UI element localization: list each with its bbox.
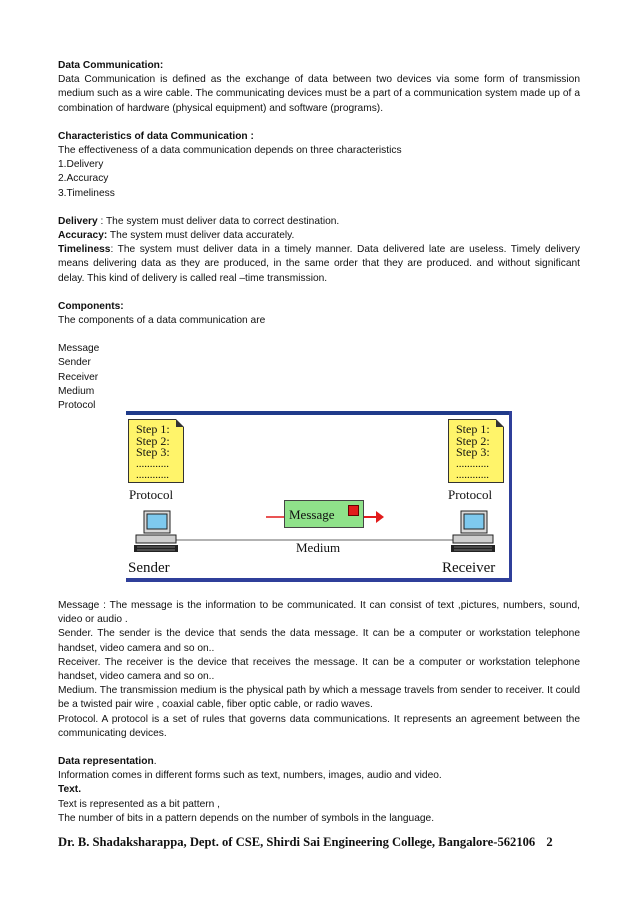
list-item: Message (58, 343, 100, 355)
text-accuracy: The system must deliver data accurately. (107, 230, 295, 242)
list-item: 2.Accuracy (58, 173, 109, 185)
computer-icon (132, 509, 182, 557)
text-line-2: The number of bits in a pattern depends on the number of symbols in the language. (58, 812, 435, 824)
message-box (284, 500, 364, 528)
dots-line: ............ (456, 457, 489, 470)
protocol-label-left: Protocol (129, 487, 174, 502)
description-protocol: Protocol. A protocol is a set of rules that governs data communications. It represents an agreement between the communicating devices. (58, 713, 580, 739)
term-timeliness: Timeliness (58, 244, 111, 256)
step-2-label: Step 2: (136, 433, 170, 448)
heading-data-representation (58, 755, 580, 769)
list-item: Medium (58, 385, 95, 397)
list-item: Protocol (58, 400, 96, 412)
text-delivery: : The system must deliver data to correct destination. (97, 215, 340, 227)
footer-text: Dr. B. Shadaksharappa, Dept. of CSE, Shirdi Sai Engineering College, Bangalore-562106 (58, 835, 536, 849)
dots-line: ............ (136, 457, 169, 470)
definition-delivery (58, 215, 580, 229)
definition-accuracy (58, 229, 580, 243)
protocol-label-right: Protocol (448, 487, 493, 502)
sender-label: Sender (128, 560, 170, 576)
message-label: Message (289, 507, 335, 522)
characteristics-list (58, 158, 580, 201)
paragraph-data-communication: Data Communication is defined as the exchange of data between two devices via some form of transmission medium such as a wire cable. The communicating devices must be a part of a communication system made up of a combination of hardware (physical equipment) and software (programs). (58, 74, 580, 114)
heading-components: Components: (58, 300, 124, 312)
dots-line: ............ (136, 468, 169, 481)
heading-data-communication: Data Communication: (58, 60, 164, 71)
list-item: Receiver (58, 371, 99, 383)
heading-text: Text. (58, 784, 82, 796)
step-3-label: Step 3: (136, 445, 170, 459)
list-item: Sender (58, 357, 91, 369)
page-number: 2 (546, 835, 553, 849)
components-list (58, 342, 580, 413)
page-footer (58, 835, 580, 850)
dots-line: ............ (456, 468, 489, 481)
term-accuracy: Accuracy: (58, 230, 108, 242)
receiver-label: Receiver (442, 560, 496, 576)
heading-characteristics: Characteristics of data Communication : (58, 130, 254, 142)
medium-label: Medium (296, 540, 341, 555)
representation-intro: Information comes in different forms such as text, numbers, images, audio and video. (58, 770, 442, 782)
step-3-label: Step 3: (456, 445, 490, 459)
text-line-1: Text is represented as a bit pattern , (58, 798, 220, 810)
computer-icon (449, 509, 499, 557)
list-item: 3.Timeliness (58, 187, 115, 199)
term-delivery: Delivery (58, 215, 98, 227)
definition-timeliness (58, 243, 580, 286)
description-sender: Sender. The sender is the device that sends the data message. It can be a computer or workstation telephone handset, video camera and so on.. (58, 628, 580, 654)
description-medium: Medium. The transmission medium is the physical path by which a message travels from sender to receiver. It could be a twisted pair wire , coaxial cable, fiber optic cable, or radio waves. (58, 685, 580, 711)
step-2-label: Step 2: (456, 433, 490, 448)
heading-data-representation-text: Data representation (58, 756, 154, 768)
list-item: 1.Delivery (58, 159, 104, 171)
step-1-label: Step 1: (456, 422, 490, 436)
document-body (58, 59, 580, 413)
description-receiver: Receiver. The receiver is the device that receives the message. It can be a computer or workstation telephone handset, video camera and so on.. (58, 656, 580, 683)
text-timeliness: : The system must deliver data in a timely manner. Data delivered late are useless. Timely delivery means delivering data as they are produced, in the same order that they are produced. and without significant delay. This kind of delivery is called real –time transmission. (58, 244, 580, 284)
communication-diagram (126, 411, 512, 582)
components-intro: The components of a data communication are (58, 315, 266, 327)
heading-data-representation-tail: . (153, 756, 157, 768)
description-message: Message : The message is the information to be communicated. It can consist of text ,pictures, numbers, sound, video or audio . (58, 600, 580, 626)
document-body-lower (58, 599, 580, 826)
step-1-label: Step 1: (136, 422, 170, 436)
message-marker-icon (348, 505, 359, 516)
characteristics-intro: The effectiveness of a data communication depends on three characteristics (58, 145, 402, 157)
